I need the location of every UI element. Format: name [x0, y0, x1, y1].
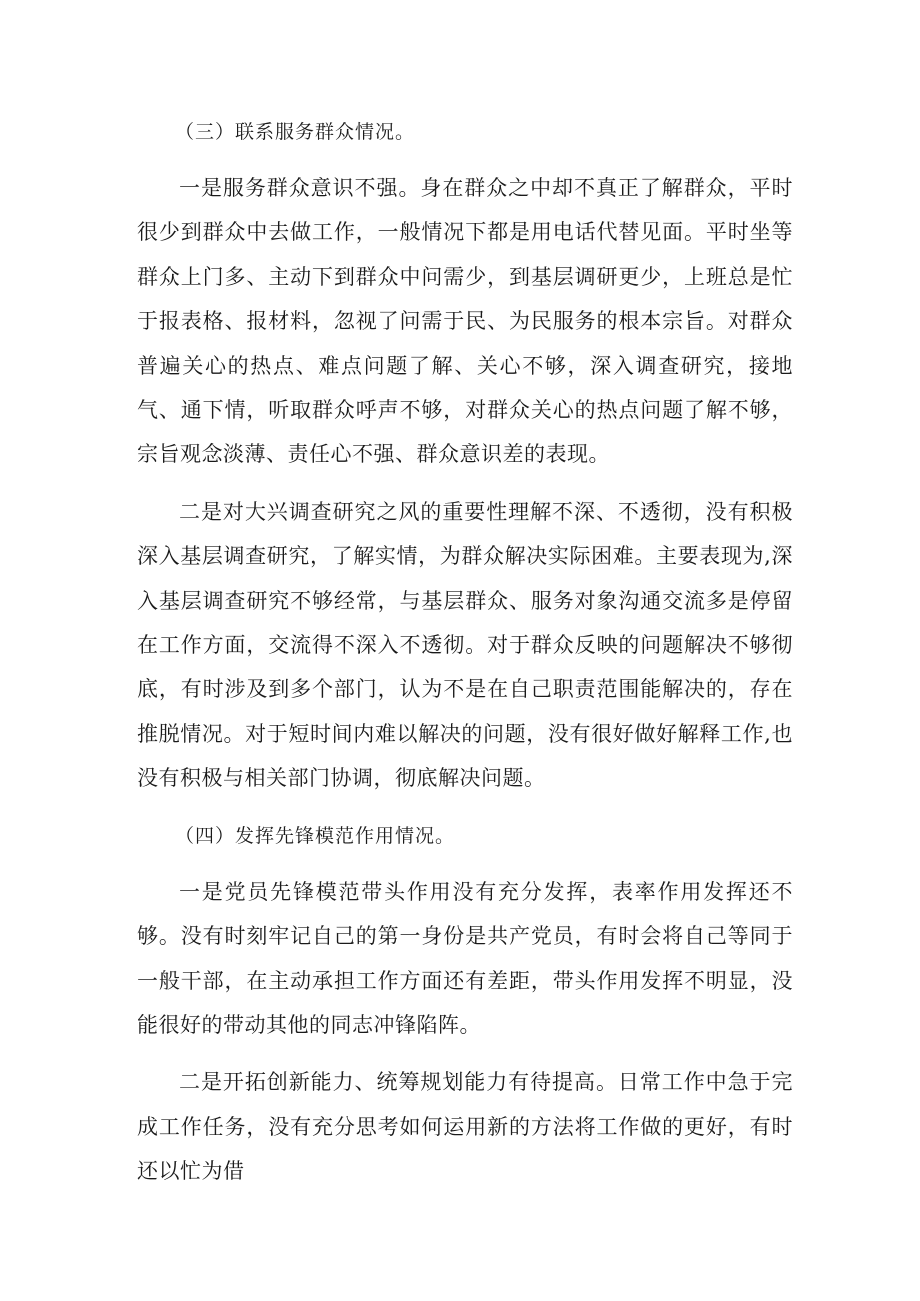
paragraph-service-awareness: 一是服务群众意识不强。身在群众之中却不真正了解群众，平时很少到群众中去做工作，一般情况下都是用电话代替见面。平时坐等群众上门多、主动下到群众中问需少，到基层调研更少，上班总是忙于报表格、报材料，忽视了问需于民、为民服务的根本宗旨。对群众普遍关心的热点、难点问题了解、关心不够，深入调查研究，接地气、通下情，听取群众呼声不够，对群众关心的热点问题了解不够，宗旨观念淡薄、责任心不强、群众意识差的表现。	[137, 176, 793, 467]
paragraph-research: 二是对大兴调查研究之风的重要性理解不深、不透彻，没有积极深入基层调查研究，了解实情，为群众解决实际困难。主要表现为,深入基层调查研究不够经常，与基层群众、服务对象沟通交流多是停留在工作方面，交流得不深入不透彻。对于群众反映的问题解决不够彻底，有时涉及到多个部门，认为不是在自己职责范围能解决的，存在推脱情况。对于短时间内难以解决的问题，没有很好做好解释工作,也没有积极与相关部门协调，彻底解决问题。	[137, 499, 793, 791]
paragraph-pioneer-role: 一是党员先锋模范带头作用没有充分发挥，表率作用发挥还不够。没有时刻牢记自己的第一身份是共产党员，有时会将自己等同于一般干部，在主动承担工作方面还有差距，带头作用发挥不明显，没能很好的带动其他的同志冲锋陷阵。	[137, 879, 793, 1037]
document-body	[137, 110, 793, 1194]
section-heading-4: （四）发挥先锋模范作用情况。	[175, 824, 456, 847]
paragraph-innovation: 二是开拓创新能力、统筹规划能力有待提高。日常工作中急于完成工作任务，没有充分思考如何运用新的方法将工作做的更好，有时还以忙为借	[137, 1070, 793, 1184]
section-heading-3: （三）联系服务群众情况。	[175, 121, 416, 143]
